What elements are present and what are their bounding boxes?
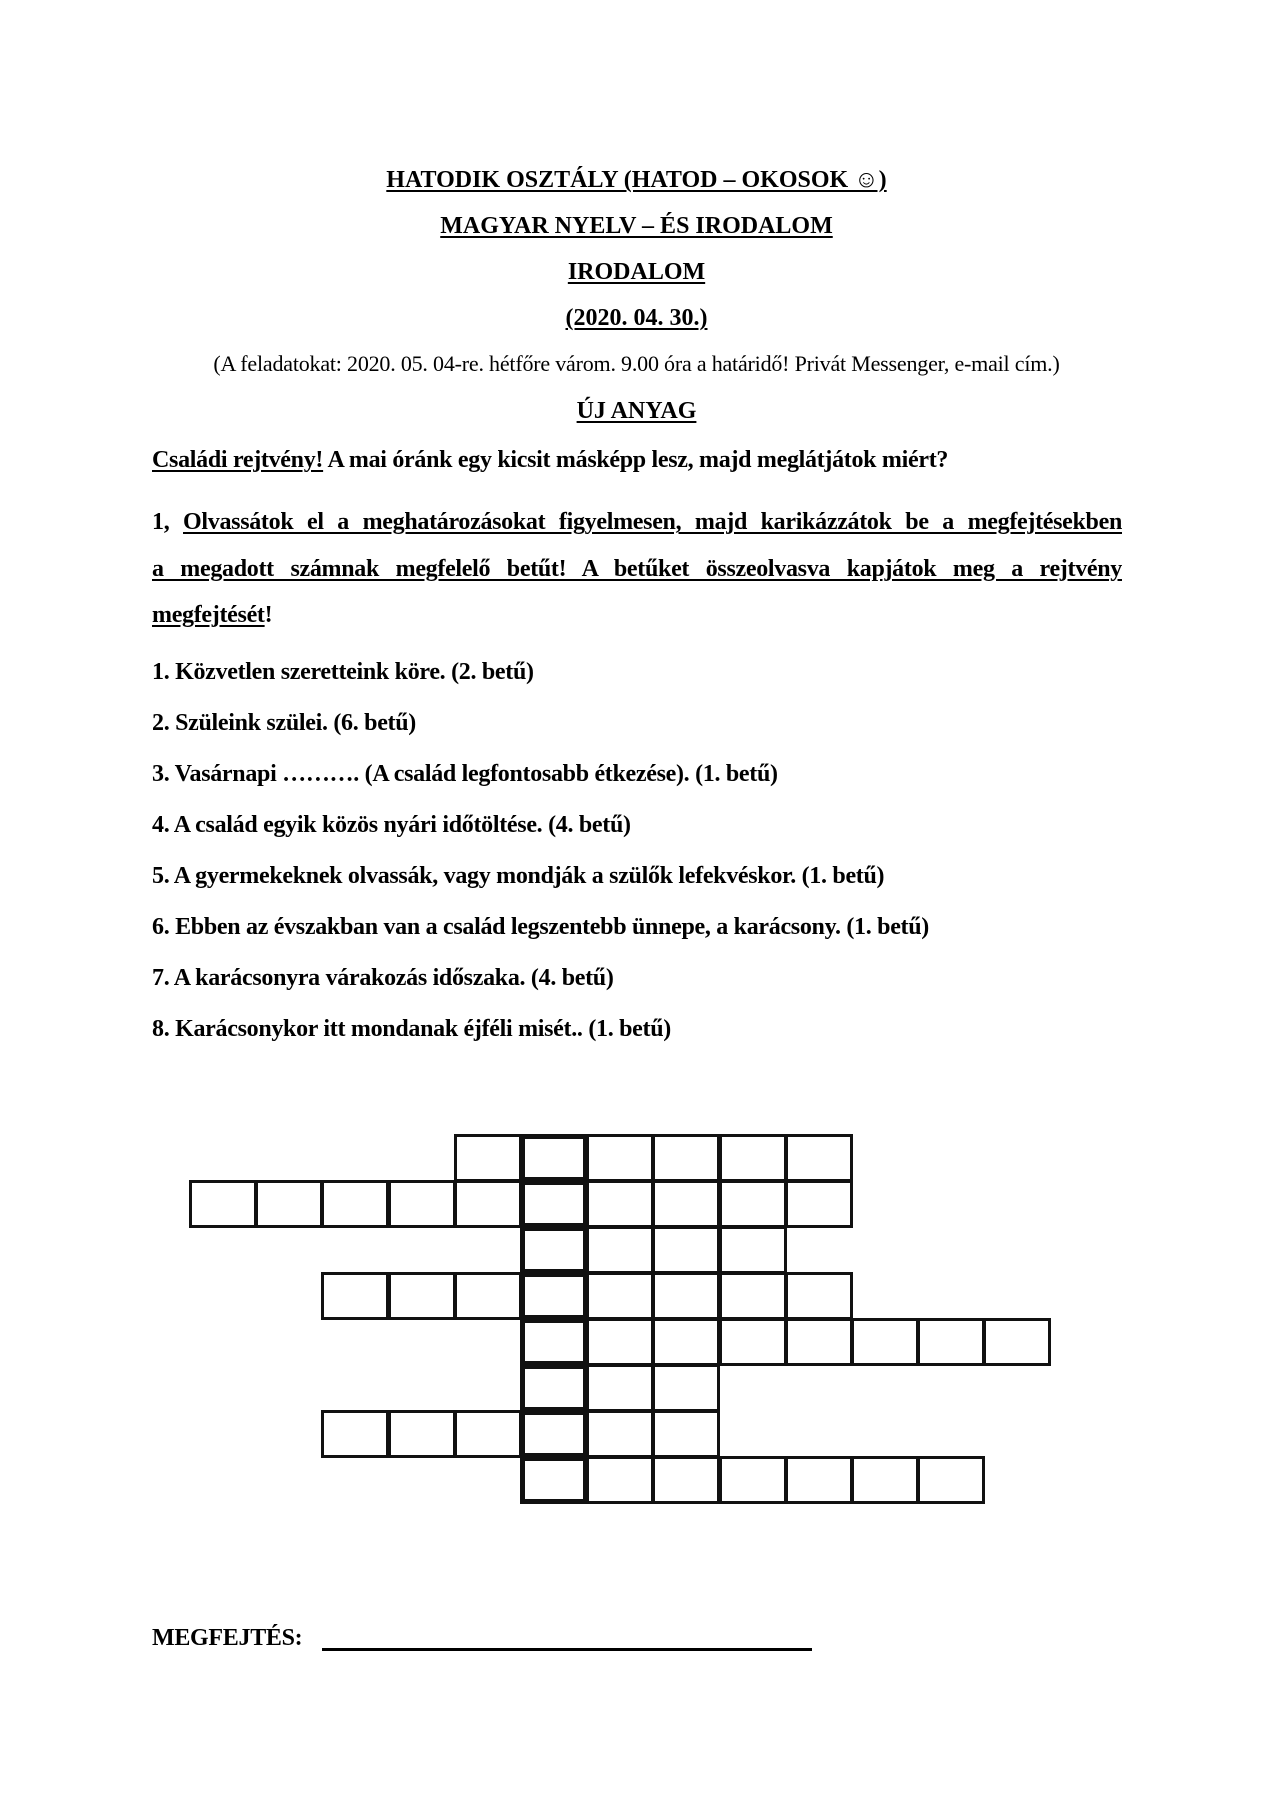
crossword-cell[interactable]	[785, 1180, 853, 1228]
answer-label: MEGFEJTÉS:	[152, 1625, 303, 1651]
subject-title: MAGYAR NYELV – ÉS IRODALOM	[440, 213, 833, 239]
crossword-cell[interactable]	[652, 1180, 720, 1228]
crossword-cell[interactable]	[454, 1410, 522, 1458]
crossword-cell[interactable]	[586, 1272, 654, 1320]
crossword-solution-cell[interactable]	[520, 1180, 588, 1228]
intro-line	[152, 446, 948, 474]
topic-title: IRODALOM	[567, 259, 706, 285]
class-title: HATODIK OSZTÁLY (HATOD – OKOSOK ☺)	[386, 167, 887, 193]
intro-title: Családi rejtvény!	[152, 447, 324, 473]
clue-8: 8. Karácsonykor itt mondanak éjféli misét.. (1. betű)	[152, 1016, 671, 1042]
section-title: ÚJ ANYAG	[576, 398, 697, 424]
clue-5: 5. A gyermekeknek olvassák, vagy mondják a szülők lefekvéskor. (1. betű)	[152, 863, 885, 889]
crossword-cell[interactable]	[321, 1410, 389, 1458]
crossword-cell[interactable]	[785, 1456, 853, 1504]
crossword-cell[interactable]	[851, 1318, 919, 1366]
crossword-cell[interactable]	[983, 1318, 1051, 1366]
crossword-cell[interactable]	[652, 1364, 720, 1412]
crossword-cell[interactable]	[388, 1180, 456, 1228]
date: (2020. 04. 30.)	[565, 305, 708, 331]
crossword-cell[interactable]	[586, 1318, 654, 1366]
crossword-cell[interactable]	[454, 1134, 522, 1182]
crossword-cell[interactable]	[454, 1180, 522, 1228]
clue-3: 3. Vasárnapi ………. (A család legfontosabb étkezése). (1. betű)	[152, 761, 778, 787]
crossword-cell[interactable]	[719, 1318, 787, 1366]
task-line-3	[152, 601, 272, 629]
crossword-cell[interactable]	[719, 1272, 787, 1320]
crossword-cell[interactable]	[586, 1134, 654, 1182]
task-number: 1,	[152, 509, 184, 535]
crossword-cell[interactable]	[652, 1410, 720, 1458]
crossword-cell[interactable]	[586, 1226, 654, 1274]
crossword-solution-cell[interactable]	[520, 1410, 588, 1458]
crossword-cell[interactable]	[586, 1410, 654, 1458]
crossword-cell[interactable]	[586, 1180, 654, 1228]
crossword-solution-cell[interactable]	[520, 1134, 588, 1182]
crossword-cell[interactable]	[388, 1272, 456, 1320]
clue-2: 2. Szüleink szülei. (6. betű)	[152, 710, 416, 736]
crossword-cell[interactable]	[917, 1318, 985, 1366]
crossword-solution-cell[interactable]	[520, 1318, 588, 1366]
clue-7: 7. A karácsonyra várakozás időszaka. (4. betű)	[152, 965, 614, 991]
clue-1: 1. Közvetlen szeretteink köre. (2. betű)	[152, 659, 534, 685]
crossword-cell[interactable]	[586, 1364, 654, 1412]
crossword-solution-cell[interactable]	[520, 1364, 588, 1412]
crossword-cell[interactable]	[851, 1456, 919, 1504]
crossword-cell[interactable]	[652, 1456, 720, 1504]
crossword-cell[interactable]	[454, 1272, 522, 1320]
clue-4: 4. A család egyik közös nyári időtöltése. (4. betű)	[152, 812, 631, 838]
crossword-cell[interactable]	[785, 1272, 853, 1320]
crossword-solution-cell[interactable]	[520, 1456, 588, 1504]
crossword-cell[interactable]	[785, 1134, 853, 1182]
crossword-cell[interactable]	[719, 1180, 787, 1228]
intro-text: A mai óránk egy kicsit másképp lesz, majd meglátjátok miért?	[323, 447, 949, 473]
crossword-cell[interactable]	[917, 1456, 985, 1504]
answer-field[interactable]	[322, 1648, 812, 1651]
task-text-3-end: !	[264, 602, 273, 628]
task-text-1: Olvassátok el a meghatározásokat figyelmesen, majd karikázzátok be a megfejtésekben	[183, 509, 1122, 535]
crossword-cell[interactable]	[785, 1318, 853, 1366]
crossword-cell[interactable]	[652, 1226, 720, 1274]
clue-6: 6. Ebben az évszakban van a család legszentebb ünnepe, a karácsony. (1. betű)	[152, 914, 929, 940]
crossword-cell[interactable]	[189, 1180, 257, 1228]
crossword-cell[interactable]	[321, 1272, 389, 1320]
crossword-cell[interactable]	[586, 1456, 654, 1504]
crossword-cell[interactable]	[321, 1180, 389, 1228]
task-text-3: megfejtését	[152, 602, 265, 628]
crossword-cell[interactable]	[652, 1318, 720, 1366]
crossword-solution-cell[interactable]	[520, 1272, 588, 1320]
crossword-cell[interactable]	[652, 1272, 720, 1320]
crossword-solution-cell[interactable]	[520, 1226, 588, 1274]
crossword-cell[interactable]	[255, 1180, 323, 1228]
crossword-cell[interactable]	[719, 1456, 787, 1504]
crossword-cell[interactable]	[388, 1410, 456, 1458]
deadline-note: (A feladatokat: 2020. 05. 04-re. hétfőre várom. 9.00 óra a határidő! Privát Messenger, e-mail cím.)	[213, 351, 1060, 376]
crossword-cell[interactable]	[719, 1226, 787, 1274]
task-line-2: a megadott számnak megfelelő betűt! A betűket összeolvasva kapjátok meg a rejtvény	[152, 556, 1122, 582]
crossword-cell[interactable]	[719, 1134, 787, 1182]
crossword-cell[interactable]	[652, 1134, 720, 1182]
task-line-1	[152, 508, 1122, 536]
